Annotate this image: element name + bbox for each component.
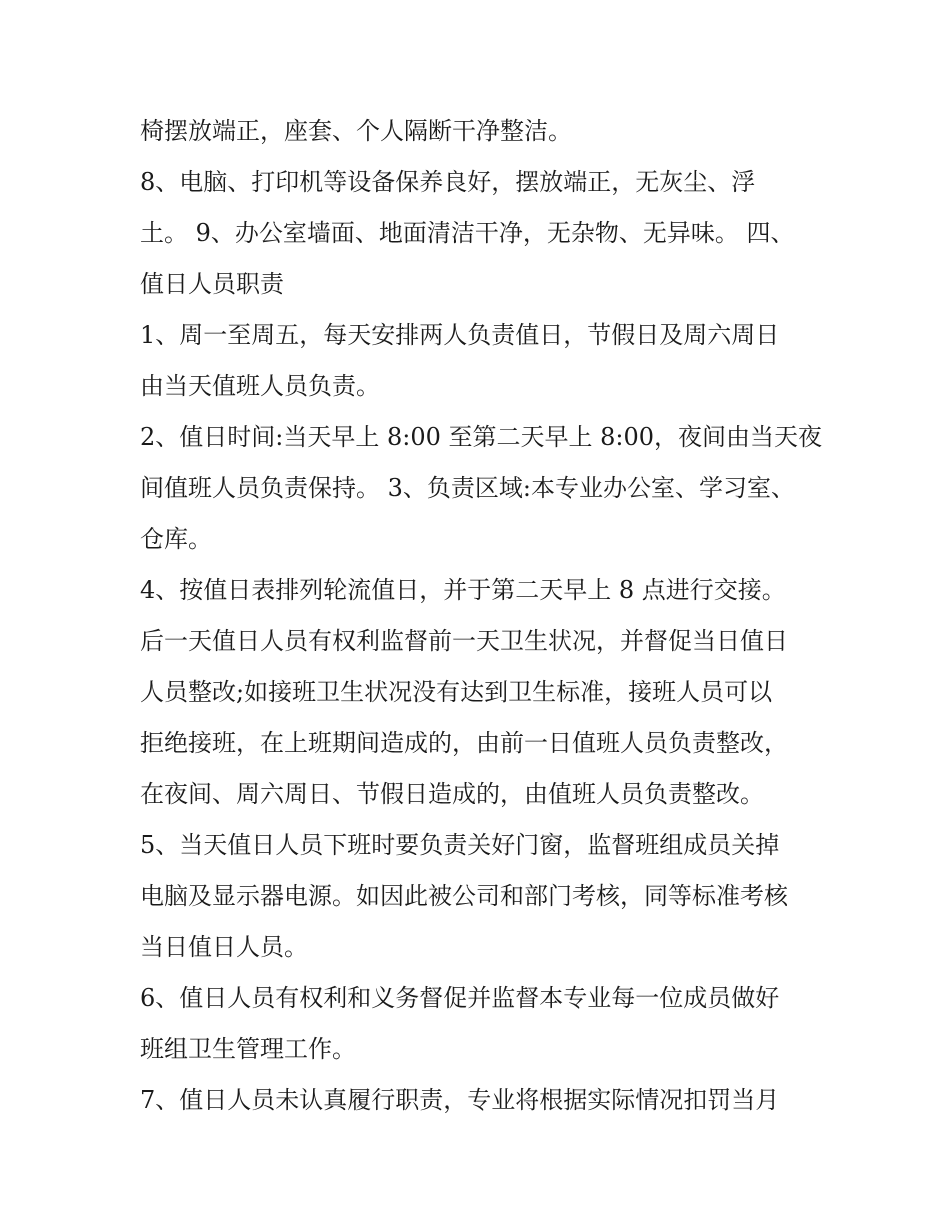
text-line-5: 1、周一至周五，每天安排两人负责值日，节假日及周六周日	[140, 321, 780, 349]
text-line-18: 6、值日人员有权利和义务督促并监督本专业每一位成员做好	[140, 984, 780, 1012]
text-line-2: 8、电脑、打印机等设备保养良好，摆放端正，无灰尘、浮	[140, 168, 756, 196]
text-line-11: 后一天值日人员有权利监督前一天卫生状况，并督促当日值日	[140, 627, 788, 655]
text-line-7: 2、值日时间:当天早上 8:00 至第二天早上 8:00，夜间由当天夜	[140, 423, 823, 451]
text-line-8: 间值班人员负责保持。 3、负责区域:本专业办公室、学习室、	[140, 474, 795, 502]
text-line-16: 电脑及显示器电源。如因此被公司和部门考核，同等标准考核	[140, 882, 788, 910]
text-line-6: 由当天值班人员负责。	[140, 372, 380, 400]
text-line-19: 班组卫生管理工作。	[140, 1035, 356, 1063]
text-line-1: 椅摆放端正，座套、个人隔断干净整洁。	[140, 117, 572, 145]
text-line-15: 5、当天值日人员下班时要负责关好门窗，监督班组成员关掉	[140, 831, 780, 859]
text-line-3: 土。 9、办公室墙面、地面清洁干净，无杂物、无异味。 四、	[140, 219, 795, 247]
text-line-10: 4、按值日表排列轮流值日，并于第二天早上 8 点进行交接。	[140, 576, 786, 604]
text-line-13: 拒绝接班，在上班期间造成的，由前一日值班人员负责整改，	[140, 729, 788, 757]
document-body	[140, 106, 830, 1126]
text-line-20: 7、值日人员未认真履行职责，专业将根据实际情况扣罚当月	[140, 1086, 780, 1114]
text-line-14: 在夜间、周六周日、节假日造成的，由值班人员负责整改。	[140, 780, 764, 808]
text-line-12: 人员整改;如接班卫生状况没有达到卫生标准，接班人员可以	[140, 678, 773, 706]
text-line-4: 值日人员职责	[140, 270, 284, 298]
text-line-9: 仓库。	[140, 525, 212, 553]
text-line-17: 当日值日人员。	[140, 933, 308, 961]
